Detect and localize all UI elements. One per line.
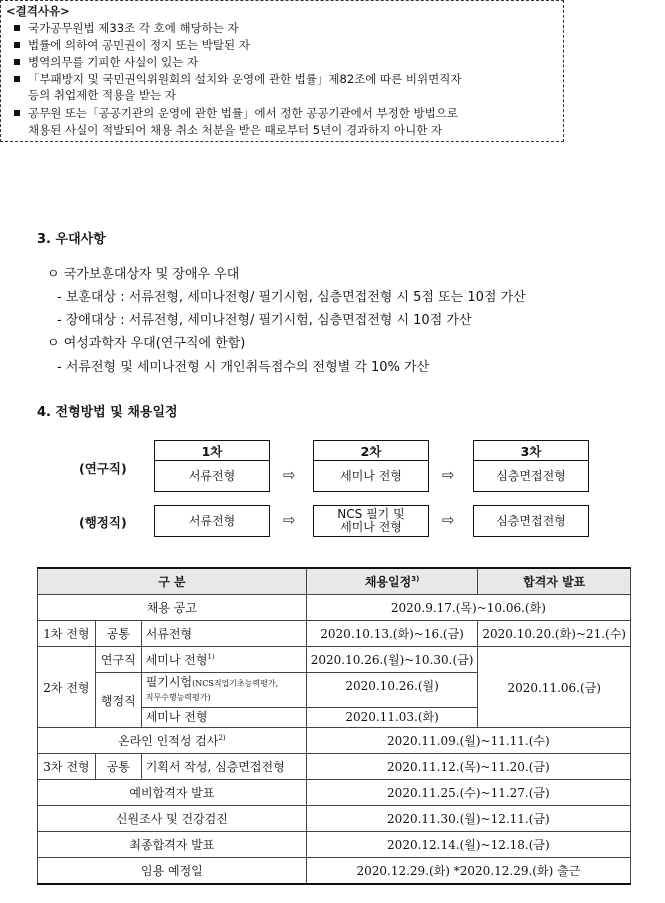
table-row: 채용 공고 2020.9.17.(목)~10.06.(화) — [38, 595, 631, 621]
admin-step-1: 서류전형 — [154, 505, 270, 537]
admin-step-2: NCS 필기 및 세미나 전형 — [313, 505, 429, 537]
disqualification-item: 법률에 의하여 공민권이 정지 또는 박탈된 자 — [14, 37, 250, 53]
table-row: 2차 전형 연구직 세미나 전형$^{1)}$ 2020.10.26.(월)~10.30.(금) 2020.11.06.(금) — [38, 647, 631, 673]
table-row: 신원조사 및 건강검진 2020.11.30.(월)~12.11.(금) — [38, 806, 631, 832]
header-category: 구 분 — [38, 568, 307, 595]
arrow-right-icon: ⇨ — [442, 511, 455, 529]
admin-step-3: 심층면접전형 — [473, 505, 589, 537]
disqualification-box — [0, 0, 564, 142]
disqualification-item: 병역의무를 기피한 사실이 있는 자 — [14, 54, 198, 70]
stage1-header: 1차 — [154, 440, 270, 460]
header-date: 채용일정$^{3)}$ — [306, 568, 478, 595]
research-step-3: 심층면접전형 — [473, 460, 589, 492]
bullet-icon — [14, 42, 20, 48]
table-header-row — [38, 568, 631, 595]
table-row: 1차 전형 공통 서류전형 2020.10.13.(화)~16.(금) 2020.10.20.(화)~21.(수) — [38, 621, 631, 647]
table-row: 온라인 인적성 검사$^{2)}$ 2020.11.09.(월)~11.11.(수) — [38, 728, 631, 754]
disqualification-item-cont: 등의 취업제한 적용을 받는 자 — [28, 88, 176, 102]
section4-title: 4. 전형방법 및 채용일정 — [37, 405, 178, 420]
research-label: (연구직) — [79, 461, 127, 476]
disqualification-heading: <결격사유> — [6, 4, 70, 18]
disqualification-item: 「부패방지 및 국민권익위원회의 설치와 운영에 관한 법률」제82조에 따른 비위면직자 — [14, 71, 461, 87]
disqualification-item: 국가공무원법 제33조 각 호에 해당하는 자 — [14, 20, 239, 36]
disqualification-item-cont: 채용된 사실이 적발되어 채용 취소 처분을 받은 때로부터 5년이 경과하지 아니한 자 — [28, 123, 443, 137]
stage2-header: 2차 — [313, 440, 429, 460]
admin-label: (행정직) — [79, 515, 127, 530]
preference-line: ㅇ 여성과학자 우대(연구직에 한함) — [47, 336, 246, 351]
section3-title: 3. 우대사항 — [37, 232, 106, 247]
arrow-right-icon: ⇨ — [442, 466, 455, 484]
preference-line: ㅇ 국가보훈대상자 및 장애우 우대 — [47, 267, 240, 282]
arrow-right-icon: ⇨ — [283, 466, 296, 484]
table-row: 행정직 필기시험(NCS직업기초능력평가, 직무수행능력평가) 2020.10.26.(월) — [38, 673, 631, 708]
table-row: 최종합격자 발표 2020.12.14.(월)~12.18.(금) — [38, 832, 631, 858]
header-announce: 합격자 발표 — [478, 568, 631, 595]
preference-line: - 보훈대상 : 서류전형, 세미나전형/ 필기시험, 심층면접전형 시 5점 또는 10점 가산 — [57, 290, 526, 305]
table-row: 예비합격자 발표 2020.11.25.(수)~11.27.(금) — [38, 780, 631, 806]
table-row: 3차 전형 공통 기획서 작성, 심층면접전형 2020.11.12.(목)~11.20.(금) — [38, 754, 631, 780]
schedule-table — [37, 567, 631, 885]
bullet-icon — [14, 76, 20, 82]
table-row: 세미나 전형 2020.11.03.(화) — [38, 708, 631, 728]
bullet-icon — [14, 59, 20, 65]
research-step-1: 서류전형 — [154, 460, 270, 492]
disqualification-item: 공무원 또는「공공기관의 운영에 관한 법률」에서 정한 공공기관에서 부정한 방법으로 — [14, 105, 458, 121]
table-row: 임용 예정일 2020.12.29.(화) *2020.12.29.(화) 출근 — [38, 858, 631, 885]
preference-line: - 서류전형 및 세미나전형 시 개인취득점수의 전형별 각 10% 가산 — [57, 360, 430, 375]
arrow-right-icon: ⇨ — [283, 511, 296, 529]
stage3-header: 3차 — [473, 440, 589, 460]
preference-line: - 장애대상 : 서류전형, 세미나전형/ 필기시험, 심층면접전형 시 10점 가산 — [57, 313, 472, 328]
bullet-icon — [14, 25, 20, 31]
bullet-icon — [14, 110, 20, 116]
research-step-2: 세미나 전형 — [313, 460, 429, 492]
